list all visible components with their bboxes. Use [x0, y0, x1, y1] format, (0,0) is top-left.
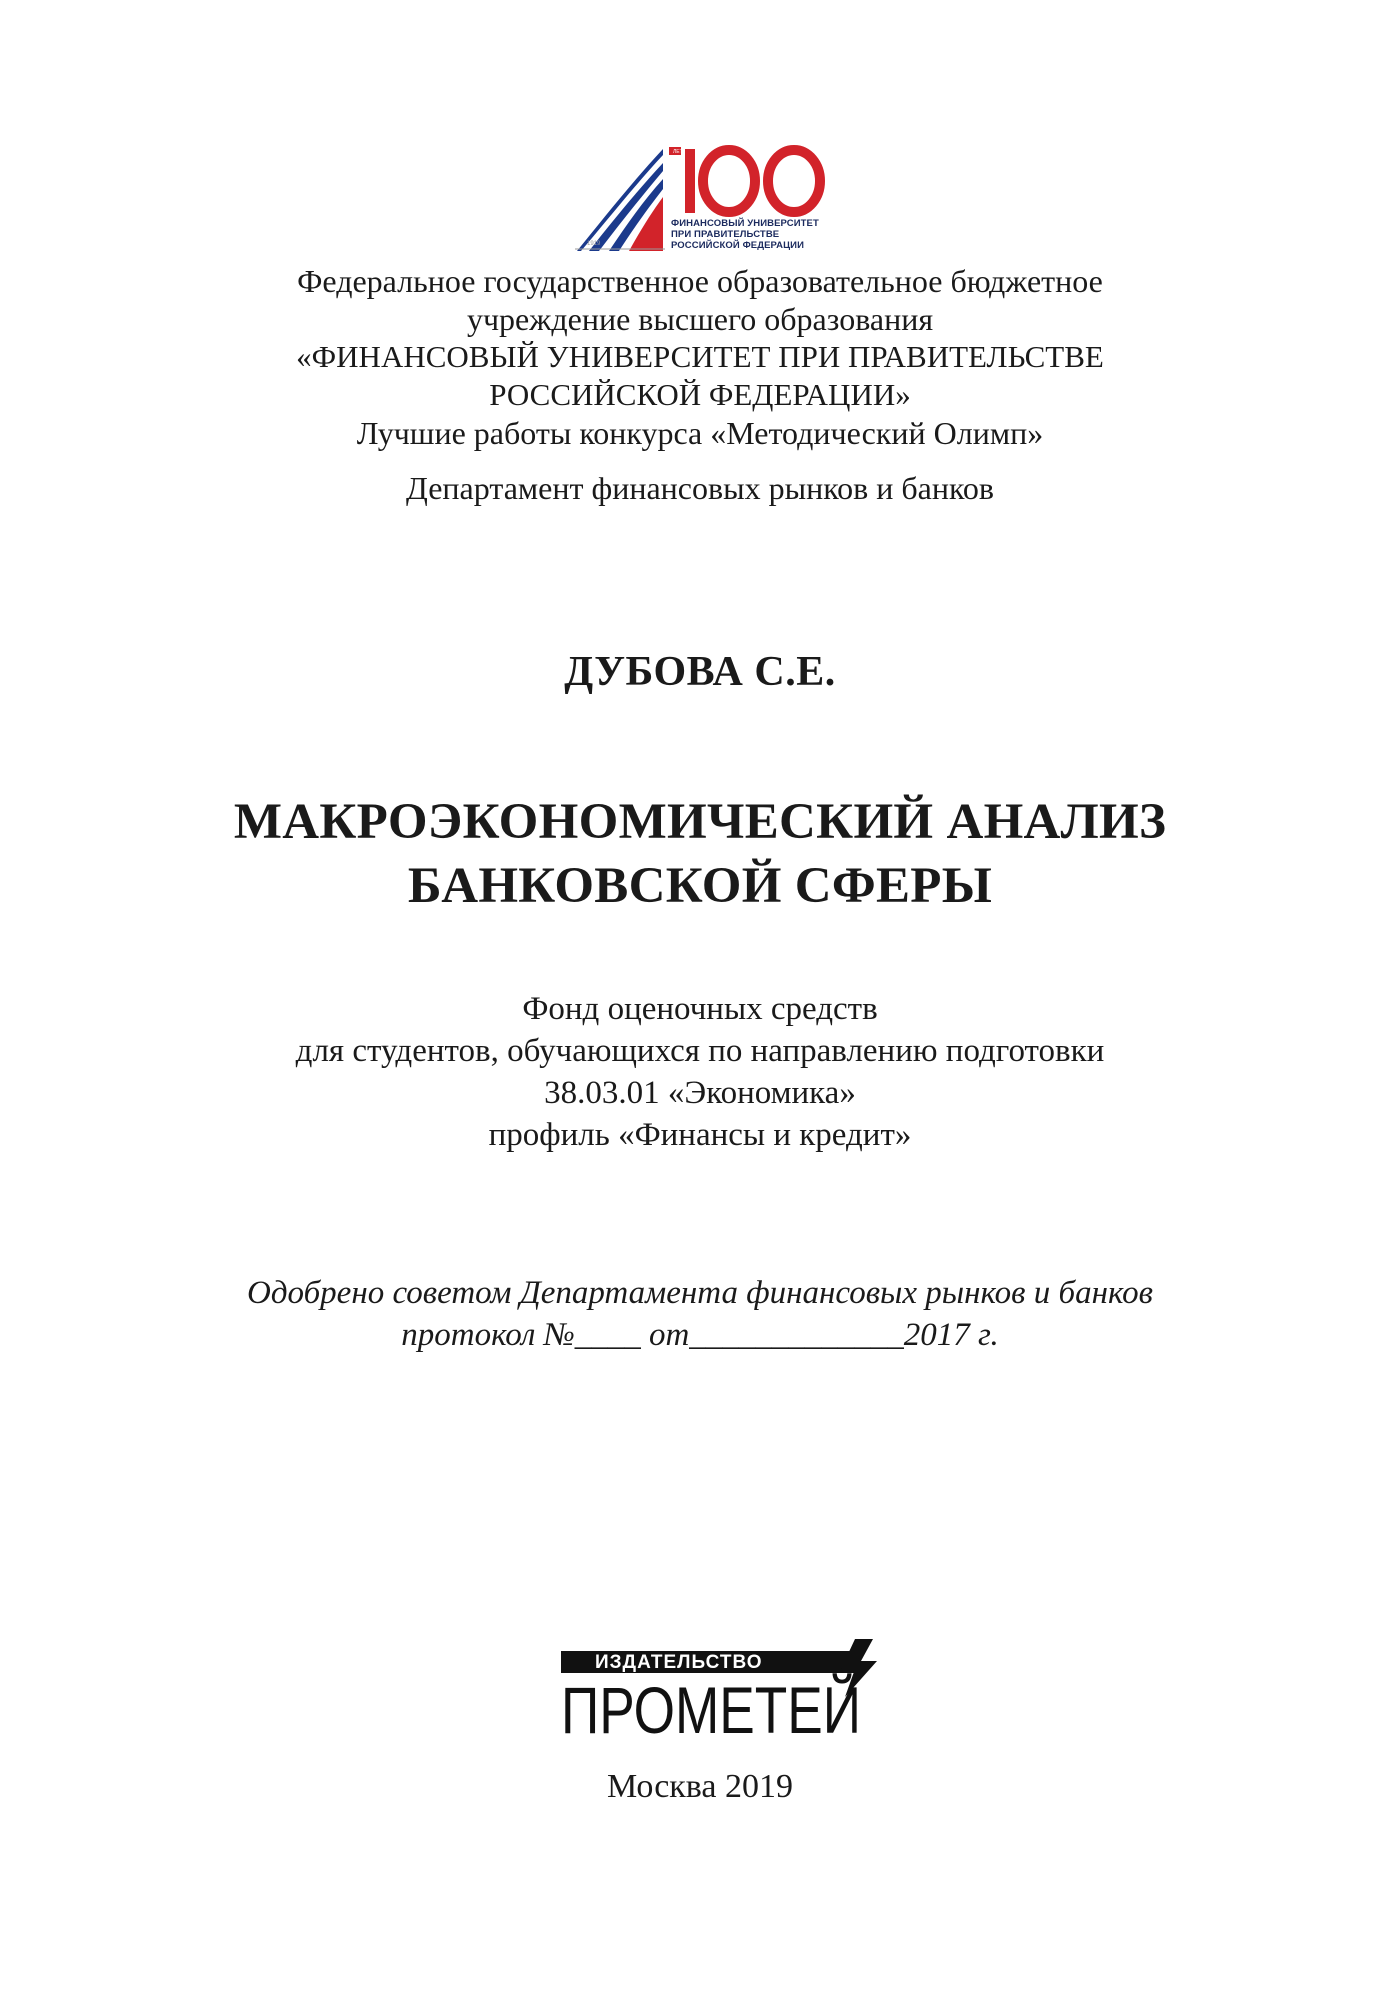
header-line: РОССИЙСКОЙ ФЕДЕРАЦИИ» — [489, 377, 911, 412]
header-line: «ФИНАНСОВЫЙ УНИВЕРСИТЕТ ПРИ ПРАВИТЕЛЬСТВЕ — [296, 339, 1104, 374]
subtitle-line: Фонд оценочных средств — [522, 991, 878, 1027]
university-logo-swoosh-icon — [575, 145, 667, 257]
department-name: Департамент финансовых рынков и банков — [405, 470, 994, 506]
publisher-logo-graphic — [555, 1635, 900, 1745]
header-line: Федеральное государственное образовательное бюджетное — [297, 263, 1103, 299]
header-line: учреждение высшего образования — [466, 301, 934, 337]
document-title — [0, 790, 1400, 918]
approval-line: протокол №____ от_____________2017 г. — [401, 1317, 999, 1353]
logo-caption-line: ФИНАНСОВЫЙ УНИВЕРСИТЕТ — [671, 218, 819, 229]
header-line: Лучшие работы конкурса «Методический Олимп» — [356, 415, 1044, 451]
publisher-top-text: ИЗДАТЕЛЬСТВО — [595, 1652, 763, 1673]
subtitle-line: для студентов, обучающихся по направлению подготовки — [295, 1033, 1105, 1069]
author-name: ДУБОВА С.Е. — [564, 649, 836, 695]
publisher-name: ПРОМЕТЕЙ — [561, 1673, 900, 1745]
logo-number-100 — [667, 145, 835, 217]
approval-note — [0, 1272, 1400, 1356]
university-logo — [575, 145, 835, 257]
document-subtitle — [0, 988, 1400, 1156]
publisher-logo — [555, 1635, 900, 1745]
logo-caption-line: ПРИ ПРАВИТЕЛЬСТВЕ — [671, 229, 780, 240]
title-line: МАКРОЭКОНОМИЧЕСКИЙ АНАЛИЗ — [233, 794, 1167, 850]
subtitle-line: профиль «Финансы и кредит» — [488, 1117, 912, 1153]
institution-header — [0, 262, 1400, 452]
logo-caption-line: РОССИЙСКОЙ ФЕДЕРАЦИИ — [671, 240, 805, 251]
subtitle-line: 38.03.01 «Экономика» — [544, 1075, 856, 1111]
approval-line: Одобрено советом Департамента финансовых рынков и банков — [247, 1275, 1153, 1311]
city-year: Москва 2019 — [606, 1768, 794, 1805]
svg-text:ЛЕТ: ЛЕТ — [673, 149, 683, 155]
title-line: БАНКОВСКОЙ СФЕРЫ — [407, 858, 993, 914]
svg-text:1919: 1919 — [587, 241, 601, 247]
